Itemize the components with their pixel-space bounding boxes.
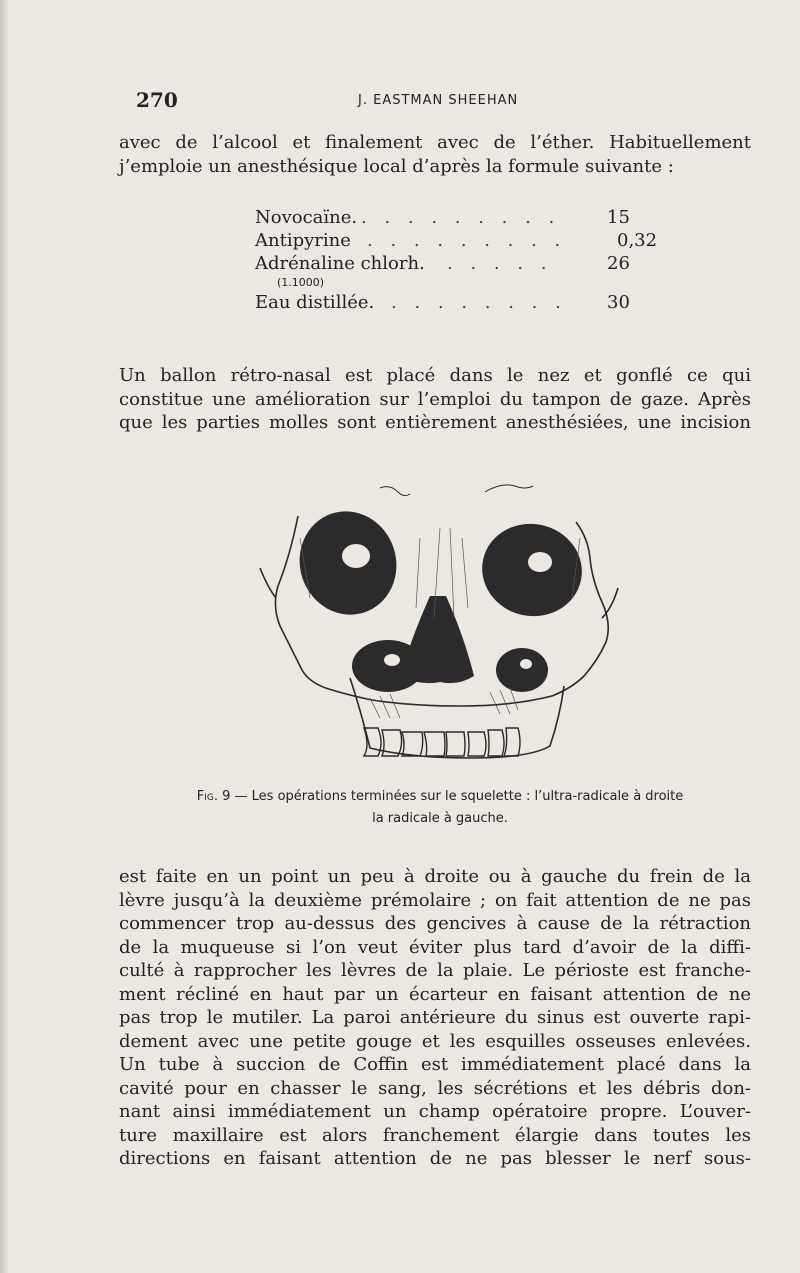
ingredient-quantity: 30 [607,292,630,313]
text-line: nant ainsi immédiatement un champ opératoire propre. L’ouver- [119,1101,751,1122]
ingredient-name: Eau distillée. [255,292,375,313]
leader-dots: . . . . . . . . [391,292,567,313]
formula-row [255,252,675,275]
paragraph-1 [119,364,751,435]
paragraph-2 [119,865,751,1171]
text-line: avec de l’alcool et finalement avec de l’éther. Habituellement [119,132,751,153]
running-title: J. EASTMAN SHEEHAN [358,93,519,108]
formula-note: (1.1000) [277,276,325,289]
intro-paragraph [119,131,751,178]
ingredient-quantity: 0,32 [617,230,658,251]
text-line: dement avec une petite gouge et les esquilles osseuses enlevées. [119,1030,751,1052]
running-head [136,88,756,118]
formula-row [255,229,675,252]
caption-text: — Les opérations terminées sur le squelette : l’ultra-radicale à droite [230,789,684,804]
leader-dots: . . . . . . . . . [367,230,567,251]
page-gutter-shadow [0,0,8,1273]
ingredient-name: Adrénaline chlorh. [255,253,425,274]
text-line: directions en faisant attention de ne pas blesser le nerf sous- [119,1148,751,1169]
leader-dots: . . . . . . . . . [361,207,561,228]
page-number: 270 [136,88,178,112]
leader-dots: . . . . . [447,253,553,274]
caption-line: la radicale à gauche. [372,811,508,826]
skull-illustration [240,478,640,768]
formula-row [255,291,675,314]
figure-caption [120,786,760,830]
text-line: que les parties molles sont entièrement anesthésiées, une incision [119,412,751,433]
text-line: de la muqueuse si l’on veut éviter plus tard d’avoir de la diffi- [119,936,751,958]
caption-line [120,786,760,808]
text-line: pas trop le mutiler. La paroi antérieure du sinus est ouverte rapi- [119,1007,751,1028]
text-line: constitue une amélioration sur l’emploi du tampon de gaze. Après [119,388,751,410]
text-line: ment récliné en haut par un écarteur en faisant attention de ne [119,983,751,1005]
ingredient-name: Novocaïne. [255,207,358,228]
text-line: lèvre jusqu’à la deuxième prémolaire ; on fait attention de ne pas [119,889,751,911]
text-line: j’emploie un anesthésique local d’après la formule suivante : [119,155,674,177]
ingredient-quantity: 15 [607,207,630,228]
text-line: ture maxillaire est alors franchement élargie dans toutes les [119,1124,751,1146]
figure-label: Fig. 9 [196,789,231,804]
ingredient-name: Antipyrine [255,230,351,251]
text-line: Un ballon rétro-nasal est placé dans le nez et gonflé ce qui [119,365,751,386]
text-line: cavité pour en chasser le sang, les sécrétions et les débris don- [119,1077,751,1099]
formula-table [255,206,675,314]
text-line: Un tube à succion de Coffin est immédiatement placé dans la [119,1054,751,1075]
text-line: culté à rapprocher les lèvres de la plaie. Le périoste est franche- [119,960,751,981]
text-line: est faite en un point un peu à droite ou à gauche du frein de la [119,866,751,887]
ingredient-quantity: 26 [607,253,630,274]
formula-row [255,206,675,229]
text-line: commencer trop au-dessus des gencives à cause de la rétraction [119,913,751,934]
